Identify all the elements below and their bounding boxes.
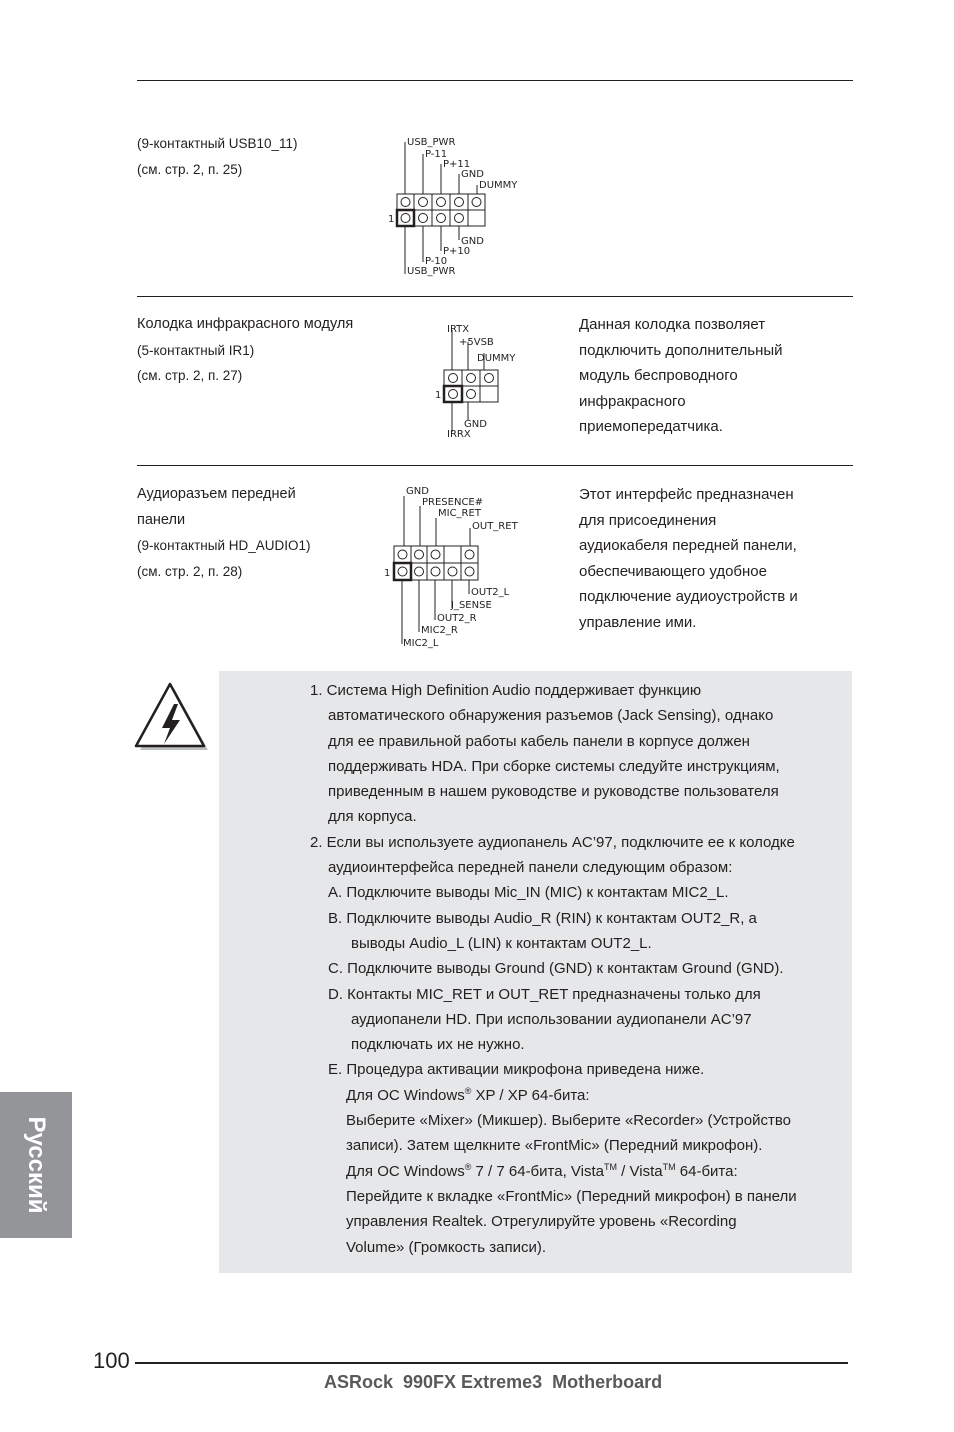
- note-line: аудиопанели HD. При использовании аудиопанели AC’97: [351, 1010, 752, 1028]
- ir-label-irtx: IRTX: [447, 324, 470, 335]
- reg-mark: ®: [464, 1161, 472, 1172]
- note-line-win7: [346, 1159, 831, 1184]
- audio-label-j-sense: J_SENSE: [451, 600, 492, 611]
- page-number: 100: [93, 1348, 130, 1373]
- audio-desc-line: Этот интерфейс предназначен: [579, 486, 794, 503]
- section-divider: [137, 465, 853, 466]
- note-line: для корпуса.: [328, 808, 417, 826]
- audio-desc-line: управление ими.: [579, 613, 697, 631]
- audio-header-title: Аудиоразъем передней: [137, 486, 296, 502]
- note-line: выводы Audio_L (LIN) к контактам OUT2_L.: [351, 934, 652, 952]
- ir-header-pins: (5-контактный IR1): [137, 342, 255, 358]
- top-rule: [137, 80, 853, 81]
- note-line: приведенным в нашем руководстве и руководстве пользователя: [328, 783, 779, 801]
- winxp-prefix: Для ОС Windows: [346, 1086, 465, 1104]
- usb-label-p+10: P+10: [443, 246, 471, 257]
- audio-header-diagram: [380, 484, 530, 650]
- winxp-suffix: XP / XP 64-бита:: [471, 1086, 590, 1104]
- section-divider: [137, 296, 853, 297]
- ir-header-title: Колодка инфракрасного модуля: [137, 316, 354, 332]
- notes-text: [310, 678, 795, 1260]
- audio-label-mic2-l: MIC2_L: [403, 638, 439, 649]
- warning-lightning-icon: [134, 682, 210, 754]
- win7-prefix: Для ОС Windows: [346, 1162, 465, 1180]
- ir-desc-line: инфракрасного: [579, 392, 686, 410]
- audio-desc-line: аудиокабеля передней панели,: [579, 537, 797, 554]
- tm-mark: TM: [662, 1161, 676, 1172]
- win7-suffix: 64-бита:: [675, 1162, 738, 1180]
- ir-header-description: [579, 312, 854, 440]
- ir-label-5vsb: +5VSB: [459, 337, 494, 348]
- audio-header-ref: (см. стр. 2, п. 28): [137, 563, 243, 579]
- audio-label-mic2-r: MIC2_R: [421, 625, 458, 636]
- footer-rule: [135, 1362, 848, 1364]
- audio-desc-line: для присоединения: [579, 511, 717, 529]
- footer-title: ASRock 990FX Extreme3 Motherboard: [324, 1372, 663, 1392]
- ir-pin1-marker: 1: [435, 390, 442, 401]
- note-line: аудиоинтерфейса передней панели следующим образом:: [328, 859, 733, 877]
- usb-header-ref: (см. стр. 2, п. 25): [137, 161, 243, 177]
- note-line: записи). Затем щелкните «FrontMic» (Передний микрофон).: [346, 1137, 763, 1155]
- audio-pin1-marker: 1: [384, 568, 391, 579]
- usb-header-diagram: [385, 134, 525, 280]
- note-line: C. Подключите выводы Ground (GND) к контактам Ground (GND).: [328, 960, 784, 978]
- ir-desc-line: Данная колодка позволяет: [579, 316, 766, 333]
- ir-label-irrx: IRRX: [447, 429, 471, 440]
- note-line: A. Подключите выводы Mic_IN (MIC) к контактам MIC2_L.: [328, 884, 729, 902]
- language-tab: [0, 1092, 72, 1238]
- note-line: Выберите «Mixer» (Микшер). Выберите «Recorder» (Устройство: [346, 1112, 791, 1130]
- usb-header-pins: (9-контактный USB10_11): [137, 136, 298, 151]
- usb-label-gnd-bottom: GND: [461, 236, 484, 247]
- audio-label-out2-l: OUT2_L: [471, 587, 510, 598]
- usb-label-p-11: P-11: [425, 149, 448, 160]
- usb-label-gnd-top: GND: [461, 169, 484, 180]
- usb-header-info: [137, 131, 298, 182]
- audio-header-info: [137, 482, 311, 584]
- audio-label-out-ret: OUT_RET: [472, 521, 518, 532]
- note-line: B. Подключите выводы Audio_R (RIN) к контактам OUT2_R, а: [328, 909, 757, 927]
- note-line: подключать их не нужно.: [351, 1036, 525, 1054]
- audio-desc-line: обеспечивающего удобное: [579, 562, 767, 580]
- usb-label-p+11: P+11: [443, 159, 471, 170]
- note-line: автоматического обнаружения разъемов (Jack Sensing), однако: [328, 707, 774, 725]
- language-label: Русский: [23, 1116, 50, 1214]
- note-line: E. Процедура активации микрофона приведена ниже.: [328, 1061, 705, 1079]
- usb-label-usb-pwr-top: USB_PWR: [407, 137, 456, 148]
- usb-label-p-10: P-10: [425, 256, 448, 267]
- usb-label-usb-pwr-bottom: USB_PWR: [407, 266, 456, 277]
- reg-mark: ®: [464, 1085, 472, 1096]
- audio-label-presence: PRESENCE#: [422, 497, 484, 508]
- note-line: 2. Если вы используете аудиопанель AC’97, подключите ее к колодке: [310, 833, 795, 851]
- usb-label-dummy: DUMMY: [479, 180, 518, 191]
- ir-label-gnd: GND: [464, 419, 487, 430]
- ir-desc-line: модуль беспроводного: [579, 367, 738, 384]
- note-line: поддерживать HDA. При сборке системы следуйте инструкциям,: [328, 757, 780, 775]
- ir-label-dummy: DUMMY: [477, 353, 516, 364]
- audio-label-mic-ret: MIC_RET: [438, 508, 481, 519]
- note-line: для ее правильной работы кабель панели в корпусе должен: [328, 732, 750, 750]
- note-line: Volume» (Громкость записи).: [346, 1238, 547, 1256]
- usb-pin1-marker: 1: [388, 214, 395, 225]
- audio-header-pins: (9-контактный HD_AUDIO1): [137, 538, 311, 553]
- audio-label-gnd: GND: [406, 486, 429, 497]
- ir-header-ref: (см. стр. 2, п. 27): [137, 368, 243, 383]
- audio-desc-line: подключение аудиоустройств и: [579, 588, 798, 605]
- ir-desc-line: подключить дополнительный: [579, 341, 783, 359]
- win7-mid: 7 / 7 64-бита, Vista: [471, 1162, 604, 1180]
- win7-mid2: / Vista: [617, 1162, 663, 1180]
- ir-desc-line: приемопередатчика.: [579, 418, 723, 435]
- note-line: D. Контакты MIC_RET и OUT_RET предназначены только для: [328, 985, 761, 1003]
- ir-header-diagram: [430, 318, 530, 440]
- note-line: управления Realtek. Отрегулируйте уровень «Recording: [346, 1213, 737, 1231]
- note-line-winxp: [346, 1083, 831, 1108]
- audio-label-out2-r: OUT2_R: [437, 613, 477, 624]
- ir-header-info: [137, 312, 353, 389]
- audio-header-title-cont: панели: [137, 511, 186, 528]
- note-line: Перейдите к вкладке «FrontMic» (Передний микрофон) в панели: [346, 1187, 797, 1205]
- tm-mark: TM: [604, 1161, 617, 1172]
- audio-header-description: [579, 482, 854, 635]
- note-line: 1. Система High Definition Audio поддерживает функцию: [310, 682, 702, 699]
